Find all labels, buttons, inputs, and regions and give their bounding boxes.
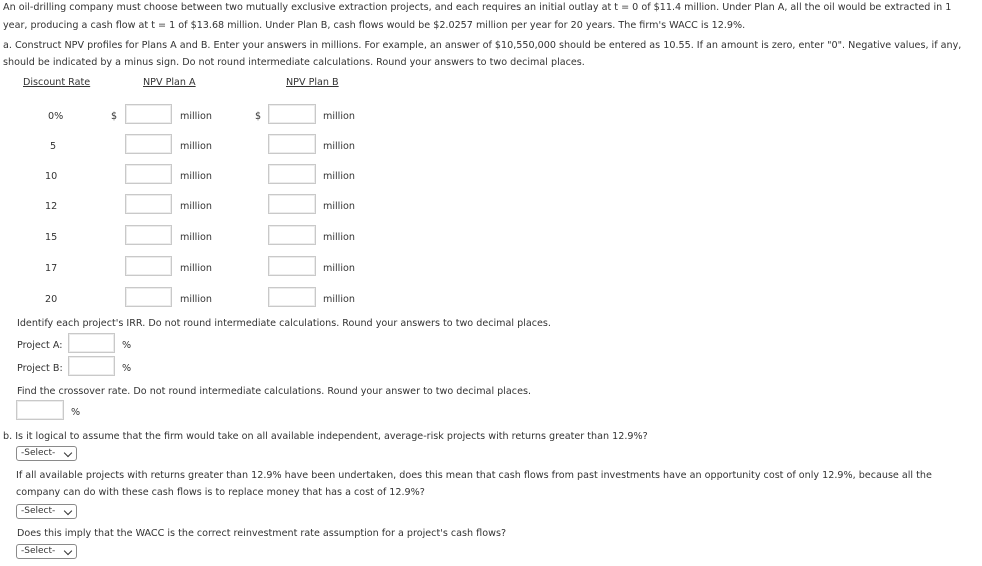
unit-label: million (180, 201, 212, 212)
percent-unit: % (122, 340, 132, 351)
discount-rate-cell: 17 (45, 263, 58, 274)
header-discount-rate: Discount Rate (23, 77, 91, 88)
unit-label: million (180, 232, 212, 243)
part-b-question-3: Does this imply that the WACC is the correct reinvestment rate assumption for a project's cash flows? (17, 528, 507, 539)
npv-plan-a-input-20[interactable] (125, 287, 172, 307)
npv-plan-b-input-15[interactable] (268, 225, 316, 245)
unit-label: million (323, 201, 355, 212)
npv-plan-a-input-12[interactable] (125, 194, 172, 214)
npv-plan-b-input-0[interactable] (268, 104, 316, 124)
npv-plan-b-input-10[interactable] (268, 164, 316, 184)
unit-label: million (180, 171, 212, 182)
unit-label: million (323, 294, 355, 305)
discount-rate-cell: 15 (45, 232, 58, 243)
select-label: -Select- (21, 448, 56, 458)
chevron-down-icon (64, 507, 72, 515)
part-b-question-2: If all available projects with returns greater than 12.9% have been undertaken, does this mean that cash flows from past investments have an opportunity cost of only 12.9%, because all the company can do with these cash flows is to replace money that has a cost of 12.9%? (16, 470, 932, 498)
crossover-prompt: Find the crossover rate. Do not round intermediate calculations. Round your answer to two decimal places. (17, 386, 532, 397)
crossover-rate-input[interactable] (16, 400, 64, 420)
chevron-down-icon (64, 547, 72, 555)
irr-prompt: Identify each project's IRR. Do not round intermediate calculations. Round your answers to two decimal places. (17, 318, 551, 329)
currency-symbol: $ (111, 111, 118, 122)
unit-label: million (323, 263, 355, 274)
select-dropdown-q1[interactable] (16, 446, 77, 461)
unit-label: million (180, 294, 212, 305)
problem-statement: An oil-drilling company must choose between two mutually exclusive extraction projects, and each requires an initial outlay at t = 0 of $11.4 million. Under Plan A, all the oil would be extracted in 1 year, producing a cash flow at t = 1 of $13.68 million. Under Plan B, cash flows would be $2.0257 million per year for 20 years. The firm's WACC is 12.9%. (3, 2, 952, 31)
project-b-label: Project B: (17, 363, 63, 374)
npv-plan-b-input-17[interactable] (268, 256, 316, 276)
irr-project-b-input[interactable] (68, 356, 115, 376)
npv-plan-a-input-17[interactable] (125, 256, 172, 276)
select-dropdown-q3[interactable] (16, 544, 77, 559)
select-label: -Select- (21, 506, 56, 516)
npv-plan-a-input-5[interactable] (125, 134, 172, 154)
unit-label: million (323, 111, 355, 122)
irr-project-a-input[interactable] (68, 333, 115, 353)
npv-plan-b-input-12[interactable] (268, 194, 316, 214)
part-a-instructions: a. Construct NPV profiles for Plans A and B. Enter your answers in millions. For example, an answer of $10,550,000 should be entered as 10.55. If an amount is zero, enter "0". Negative values, if any, should be indicated by a minus sign. Do not round intermediate calculations. Round your answers to two decimal places. (3, 40, 962, 68)
npv-plan-b-input-5[interactable] (268, 134, 316, 154)
header-npv-plan-b: NPV Plan B (286, 77, 339, 88)
unit-label: million (180, 263, 212, 274)
select-label: -Select- (21, 546, 56, 556)
part-b-question-1: b. Is it logical to assume that the firm would take on all available independent, average-risk projects with returns greater than 12.9%? (3, 431, 648, 442)
discount-rate-cell: 5 (50, 141, 57, 152)
unit-label: million (323, 171, 355, 182)
unit-label: million (323, 141, 355, 152)
npv-plan-a-input-0[interactable] (125, 104, 172, 124)
discount-rate-cell: 10 (45, 171, 58, 182)
npv-plan-b-input-20[interactable] (268, 287, 316, 307)
npv-plan-a-input-10[interactable] (125, 164, 172, 184)
unit-label: million (323, 232, 355, 243)
select-dropdown-q2[interactable] (16, 504, 77, 519)
percent-unit: % (122, 363, 132, 374)
project-a-label: Project A: (17, 340, 63, 351)
header-npv-plan-a: NPV Plan A (143, 77, 196, 88)
unit-label: million (180, 141, 212, 152)
percent-unit: % (71, 407, 81, 418)
currency-symbol: $ (255, 111, 262, 122)
discount-rate-cell: 20 (45, 294, 58, 305)
discount-rate-cell: 0% (48, 111, 64, 122)
chevron-down-icon (64, 449, 72, 457)
npv-plan-a-input-15[interactable] (125, 225, 172, 245)
discount-rate-cell: 12 (45, 201, 58, 212)
unit-label: million (180, 111, 212, 122)
